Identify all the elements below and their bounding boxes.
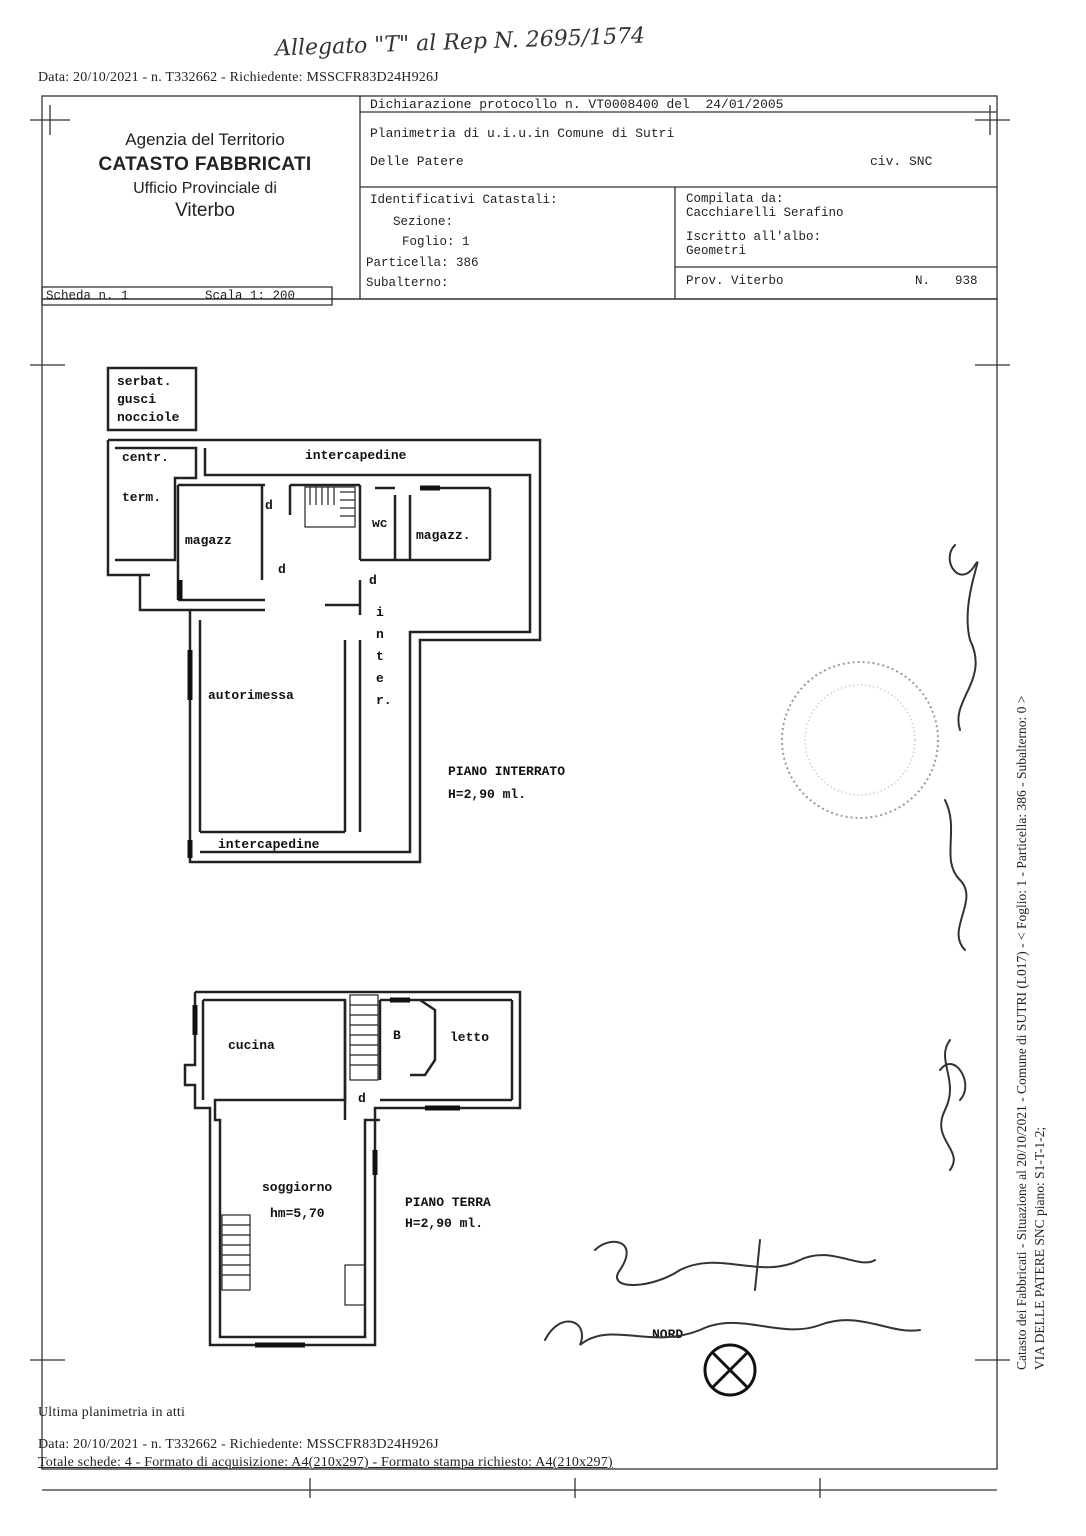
room-letto: letto: [450, 1030, 490, 1045]
room-intercapedine-top: intercapedine: [305, 448, 407, 463]
handwritten-annotation: Allegato "T" al Rep N. 2695/1574: [274, 23, 646, 62]
room-serbatoio-3: nocciole: [117, 410, 180, 425]
room-inter-4: e: [376, 671, 384, 686]
compiler-n-value: 938: [955, 274, 978, 288]
room-serbatoio-2: gusci: [117, 392, 157, 407]
declaration-planimetria: Planimetria di u.i.u.in Comune di Sutri: [370, 126, 675, 141]
room-serbatoio-1: serbat.: [117, 374, 172, 389]
scheda-label: Scheda n. 1: [46, 289, 129, 303]
basement-title: PIANO INTERRATO: [448, 764, 566, 779]
identifiers-particella: Particella: 386: [366, 256, 479, 270]
scheda-scale: Scala 1: 200: [205, 289, 296, 303]
agency-name: Agenzia del Territorio: [125, 130, 285, 149]
agency-city: Viterbo: [175, 200, 235, 221]
agency-office: Ufficio Provinciale di: [133, 180, 277, 197]
room-inter-1: i: [376, 605, 384, 620]
ground-title: PIANO TERRA: [405, 1195, 491, 1210]
identifiers-subalterno: Subalterno:: [366, 276, 449, 290]
room-wc: wc: [372, 516, 388, 531]
declaration-protocol: Dichiarazione protocollo n. VT0008400 del 24/01/2005: [370, 97, 784, 112]
ground-height: H=2,90 ml.: [405, 1216, 484, 1231]
door-ground-d: d: [358, 1091, 366, 1106]
compiler-name: Cacchiarelli Serafino: [686, 206, 844, 220]
room-inter-3: t: [376, 649, 384, 664]
door-d3: d: [369, 573, 377, 588]
identifiers-sezione: Sezione:: [393, 215, 454, 229]
declaration-street: Delle Patere: [370, 154, 464, 169]
room-intercapedine-bottom: intercapedine: [218, 837, 320, 852]
room-soggiorno-height: hm=5,70: [270, 1206, 325, 1221]
door-d2: d: [278, 562, 286, 577]
footer-totale: Totale schede: 4 - Formato di acquisizione: A4(210x297) - Formato stampa richiesto: A4(210x297): [38, 1455, 613, 1470]
compiler-title: Compilata da:: [686, 192, 784, 206]
compiler-albo-value: Geometri: [686, 244, 747, 258]
room-centr: centr.: [122, 450, 169, 465]
room-inter-2: n: [376, 627, 384, 642]
agency-department: CATASTO FABBRICATI: [98, 154, 312, 175]
side-text-line1: Catasto dei Fabbricati - Situazione al 20/10/2021 - Comune di SUTRI (L017) - < Foglio: 1 - Particella: 386 - Subalterno: 0 >: [1014, 695, 1029, 1370]
room-soggiorno: soggiorno: [262, 1180, 333, 1195]
side-text-line2: VIA DELLE PATERE SNC piano: S1-T-1-2;: [1032, 1126, 1047, 1370]
room-magazz-right: magazz.: [416, 528, 471, 543]
north-label: NORD: [652, 1327, 684, 1342]
footer-data-line: Data: 20/10/2021 - n. T332662 - Richiedente: MSSCFR83D24H926J: [38, 1437, 439, 1452]
compiler-n-label: N.: [915, 274, 931, 288]
header-data-line: Data: 20/10/2021 - n. T332662 - Richiedente: MSSCFR83D24H926J: [38, 70, 439, 85]
identifiers-title: Identificativi Catastali:: [370, 193, 558, 207]
door-d1: d: [265, 498, 273, 513]
compiler-prov: Prov. Viterbo: [686, 274, 784, 288]
room-term: term.: [122, 490, 162, 505]
room-magazz-left: magazz: [185, 533, 232, 548]
compiler-albo: Iscritto all'albo:: [686, 230, 822, 244]
identifiers-foglio: Foglio: 1: [402, 235, 470, 249]
room-inter-5: r.: [376, 693, 392, 708]
room-cucina: cucina: [228, 1038, 275, 1053]
basement-height: H=2,90 ml.: [448, 787, 527, 802]
room-bagno: B: [393, 1028, 401, 1043]
footer-ultima: Ultima planimetria in atti: [38, 1405, 186, 1420]
room-autorimessa: autorimessa: [208, 688, 294, 703]
declaration-civ: civ. SNC: [870, 154, 933, 169]
